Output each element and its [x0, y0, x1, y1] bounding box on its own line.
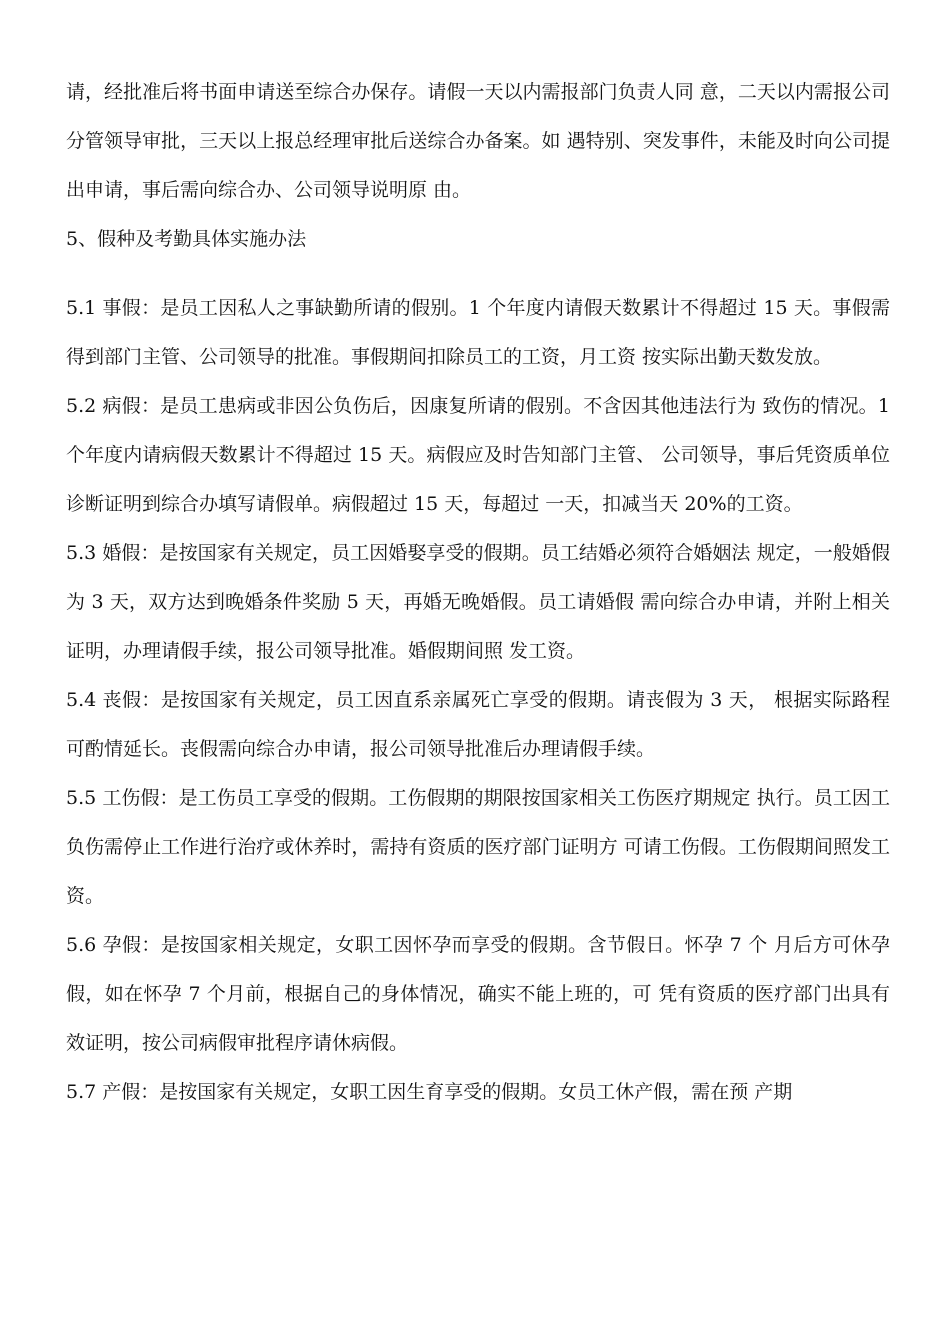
clause-5-1-personal-leave: 5.1 事假：是员工因私人之事缺勤所请的假别。1 个年度内请假天数累计不得超过 15 天。事假需得到部门主管、公司领导的批准。事假期间扣除员工的工资，月工资 按实际出勤天数发放。: [66, 297, 890, 368]
clause-5-3-marriage-leave: 5.3 婚假：是按国家有关规定，员工因婚娶享受的假期。员工结婚必须符合婚姻法 规定，一般婚假为 3 天，双方达到晚婚条件奖励 5 天，再婚无晚婚假。员工请婚假 需向综合办申请，并附上相关证明，办理请假手续，报公司领导批准。婚假期间照 发工资。: [66, 542, 890, 662]
section-heading: 5、假种及考勤具体实施办法: [66, 228, 307, 250]
clause-5-6-pregnancy-leave: 5.6 孕假：是按国家相关规定，女职工因怀孕而享受的假期。含节假日。怀孕 7 个 月后方可休孕假，如在怀孕 7 个月前，根据自己的身体情况，确实不能上班的，可 凭有资质的医疗部门出具有效证明，按公司病假审批程序请休病假。: [66, 934, 890, 1054]
intro-paragraph: 请，经批准后将书面申请送至综合办保存。请假一天以内需报部门负责人同 意，二天以内需报公司分管领导审批，三天以上报总经理审批后送综合办备案。如 遇特别、突发事件，未能及时向公司提出申请，事后需向综合办、公司领导说明原 由。: [66, 81, 890, 201]
document-page: [66, 68, 890, 1117]
clause-5-5-work-injury-leave: 5.5 工伤假：是工伤员工享受的假期。工伤假期的期限按国家相关工伤医疗期规定 执行。员工因工负伤需停止工作进行治疗或休养时，需持有资质的医疗部门证明方 可请工伤假。工伤假期间照发工资。: [66, 787, 890, 907]
clause-5-4-bereavement-leave: 5.4 丧假：是按国家有关规定，员工因直系亲属死亡享受的假期。请丧假为 3 天， 根据实际路程可酌情延长。丧假需向综合办申请，报公司领导批准后办理请假手续。: [66, 689, 890, 760]
clause-5-7-maternity-leave: 5.7 产假：是按国家有关规定，女职工因生育享受的假期。女员工休产假，需在预 产期: [66, 1081, 793, 1103]
clause-5-2-sick-leave: 5.2 病假：是员工患病或非因公负伤后，因康复所请的假别。不含因其他违法行为 致伤的情况。1 个年度内请病假天数累计不得超过 15 天。病假应及时告知部门主管、 公司领导，事后凭资质单位诊断证明到综合办填写请假单。病假超过 15 天，每超过 一天，扣减当天 20%的工资。: [66, 395, 890, 515]
